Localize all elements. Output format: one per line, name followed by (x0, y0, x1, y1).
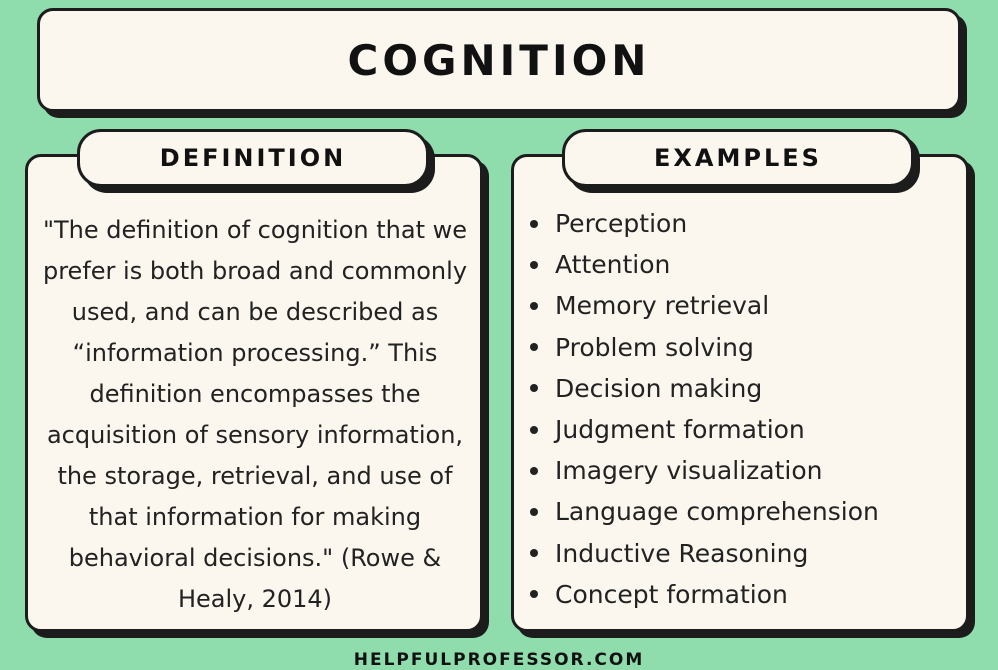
bullet-icon (530, 590, 538, 598)
example-label: Attention (555, 250, 671, 280)
example-label: Judgment formation (555, 415, 805, 445)
list-item (530, 285, 960, 326)
definition-text: "The definition of cognition that we prefer is both broad and commonly used, and can be described as “information processing.” This definition encompasses the acquisition of sensory information, the storage, retrieval, and use of that information for making behavioral decisions." (Rowe & Healy, 2014) (42, 216, 468, 613)
example-label: Inductive Reasoning (555, 538, 809, 568)
examples-list (530, 203, 960, 615)
page-title: COGNITION (347, 35, 651, 85)
list-item (530, 203, 960, 244)
bullet-icon (530, 302, 538, 310)
example-label: Perception (555, 209, 688, 239)
footer-watermark: HELPFULPROFESSOR.COM (353, 650, 645, 670)
example-label: Decision making (555, 373, 763, 403)
bullet-icon (530, 261, 538, 269)
list-item (530, 327, 960, 368)
bullet-icon (530, 384, 538, 392)
list-item (530, 450, 960, 491)
example-label: Imagery visualization (555, 456, 823, 486)
list-item (530, 533, 960, 574)
bullet-icon (530, 220, 538, 228)
example-label: Language comprehension (555, 497, 879, 527)
bullet-icon (530, 508, 538, 516)
list-item (530, 368, 960, 409)
examples-heading: EXAMPLES (562, 129, 914, 187)
title-card (37, 8, 961, 112)
list-item (530, 409, 960, 450)
definition-heading: DEFINITION (77, 129, 429, 187)
bullet-icon (530, 343, 538, 351)
example-label: Concept formation (555, 579, 788, 609)
bullet-icon (530, 549, 538, 557)
list-item (530, 244, 960, 285)
bullet-icon (530, 426, 538, 434)
bullet-icon (530, 467, 538, 475)
list-item (530, 574, 960, 615)
example-label: Memory retrieval (555, 291, 770, 321)
example-label: Problem solving (555, 332, 754, 362)
list-item (530, 491, 960, 532)
